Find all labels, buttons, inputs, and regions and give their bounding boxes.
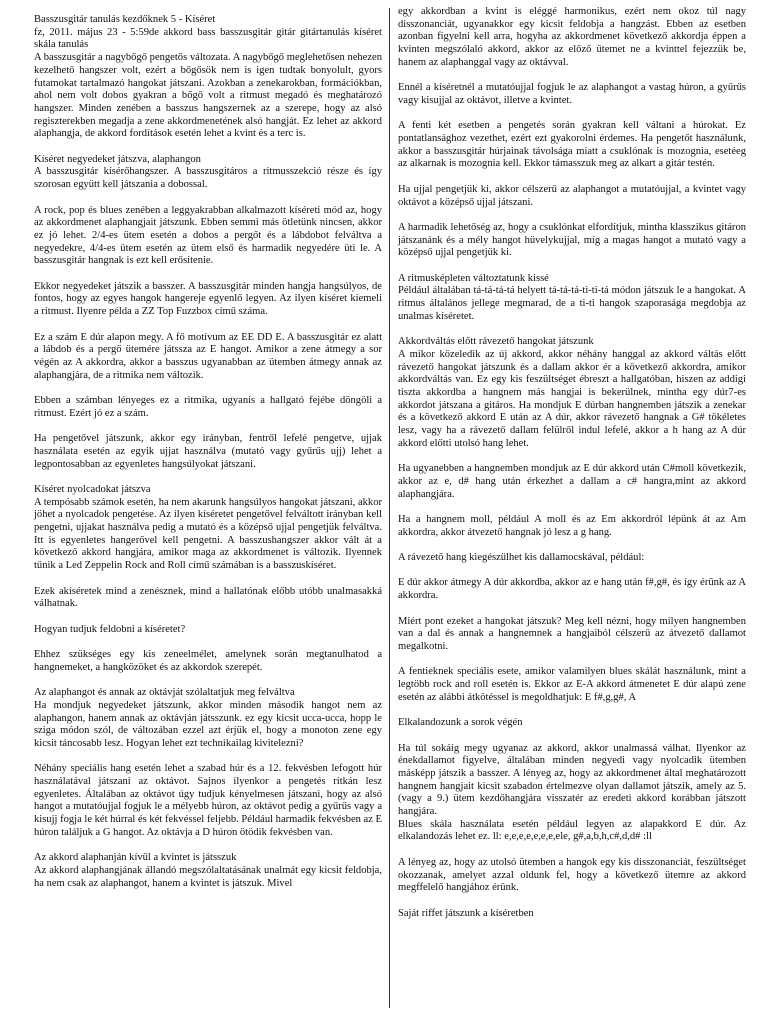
paragraph: Ezek akíséretek mind a zenésznek, mind a hallatónak előbb utóbb unalmasakká válhatnak.	[34, 585, 382, 610]
paragraph: A tempósabb számok esetén, ha nem akarunk hangsúlyos hangokat játszani, akkor jöhet a nyolcadok pengetése. Az ilyen kíséretet pengetővel felváltott irányban kell pengetni, ujjakat használva pedig a mutató és a középső ujjal pengetjük felváltva. Itt is egyenletes hangerővel kell pengetni. A basszushangszer akkor vált át a következő akkord hangjára, amikor maga az akkordmenet is változik. Ilyennek tűnik a Led Zeppelin Rock and Roll című számában is a basszuskíséret.	[34, 496, 382, 572]
paragraph: Ha ugyanebben a hangnemben mondjuk az E dúr akkord után C#moll következik, akkor az e, d# hang után érkezhet a dallam a c# hangra,mint az akkord alaphangjára.	[398, 463, 746, 500]
paragraph: A basszusgitár a nagybőgő pengetős változata. A nagybőgő meglehetősen nehezen kezelhető hangszer volt, ezért a bőgősök nem is igen tudtak bonyolult, gyors futamokat tartalmazó hangokat játszani. Azokban a zenekarokban, formációkban, ahol nem volt dobos gyakran a bőgő volt a ritmust megadó és meghatározó hangszer. Minden zenében a basszus hangszernek az a szerepe, hogy az alsó regiszterekben megadja a zene akkordmenetének alsó hangját. Ez lehet az akkord alaphangja, de akkord fordítások esetén lehet a kvint és a terc is.	[34, 52, 382, 140]
section-heading: Akkordváltás előtt rávezető hangokat játszunk	[398, 336, 594, 348]
paragraph: A basszusgitár kísérőhangszer. A basszusgitáros a ritmusszekció része és így szorosan együtt kell játszania a dobossal.	[34, 166, 382, 191]
section-heading: Hogyan tudjuk feldobni a kíséretet?	[34, 623, 186, 635]
paragraph: A fenti két esetben a pengetés során gyakran kell váltani a húrokat. Ez pontatlansághoz vezethet, ezért ezt gyakorolni érdemes. Ha pengetőt használunk, akkor a basszusgitár húrjainak távolsága miatt a csuklónak is mozognia, esetéeg az alkarnak is mozognia kell. Ekkor támasszuk meg az alkart a gitár testén.	[398, 120, 746, 170]
paragraph: A rávezető hang kiegészülhet kis dallamocskával, például:	[398, 552, 645, 564]
paragraph: Ha pengetővel játszunk, akkor egy irányban, fentről lefelé pengetve, ujjak használata esetén az egyik ujjat használva (mutató vagy gyűrűs ujj) lehet a legpontosabban az egyenletes hangsúlyokat játszani.	[34, 433, 382, 470]
section-heading: A ritmusképleten változtatunk kissé	[398, 272, 549, 284]
paragraph: Ekkor negyedeket játszik a basszer. A basszusgitár minden hangja hangsúlyos, de fontos, hogy az egyes hangok hangereje egyenlő legyen. Az ilyen kíséret kiemeli a ritmust. Ilyenre példa a ZZ Top Fuzzbox című száma.	[34, 280, 382, 318]
right-column	[398, 6, 746, 933]
section-heading: Az alaphangot és annak az oktávját szólaltatjuk meg felváltva	[34, 687, 295, 699]
left-column	[34, 14, 382, 890]
section-heading: Ha túl sokáig megy ugyanaz az akkord, akkor unalmassá válhat. Ilyenkor az énekdallamot figyelve, általában minden negyedi vagy nyolcadik ütemben másképp játszik a basszer. A lényeg az, hogy az akkordmenet által meghatározott hangnem hangjait kicsit szabadon értelmezve olyan dallamot játszik, amely az 5. (vagy a 9.) ütem kezdőhangjára visszatér az eredeti akkord korábban játszott hangjára.	[398, 742, 746, 818]
paragraph: A lényeg az, hogy az utolsó ütemben a hangok egy kis disszonanciát, feszültséget okozzanak, amelyet azzal oldunk fel, hogy a következő ütemre az akkord megffelelő hangjához érünk.	[398, 856, 746, 894]
section-heading: Az akkord alaphanján kívül a kvintet is játsszuk	[34, 852, 237, 864]
paragraph: A mikor közeledik az új akkord, akkor néhány hanggal az akkord váltás előtt rávezető hangokat játszunk és a dallam akkor ér a következő akkordra, amikor akkordváltás van. Ez egy kis feszültséget ébreszt a hallgatóban, hiszen az addigi tiszta akkordba a hangnem más hangjai is bekerülnek, mintha egy dúr7-es akkordot játszana a gitáros. Ha mondjuk E dúrban hangnemben játszik a zenekar és a következő akkord E után az A dúr, akkor rávezető hangnak a G# tökéletes lesz, vagy ha a rávezető dallam felülről indul lefelé, akkor a h hang az A dúr akkord előtti utolsó hang lehet.	[398, 348, 746, 449]
paragraph: Az akkord alaphangjának állandó megszólaltatásának unalmát egy kicsit feldobja, ha nem csak az alaphangot, hanem a kvintet is játszuk. Mivel	[34, 864, 382, 889]
document-meta: fz, 2011. május 23 - 5:59de akkord bass basszusgitár gitár gitártanulás kíséret skála tanulás	[34, 26, 382, 51]
paragraph: Ez a szám E dúr alapon megy. A fő motívum az EE DD E. A basszusgitár ez alatt a lábdob és a pergő ütemére játssza az E hangot. Amikor a zene átmegy a sor végén az A akkordra, akkor a basszus ugyanabban az ütemben átmegy annak az alaphangjára, de a ritmika nem változik.	[34, 331, 382, 381]
paragraph: Saját riffet játszunk a kíséretben	[398, 907, 534, 919]
document-title: Basszusgitár tanulás kezdőknek 5 - Kíséret	[34, 14, 216, 25]
paragraph: Ebben a számban lényeges ez a ritmika, ugyanis a hallgató fejébe döngöli a ritmust. Ezért jó ez a szám.	[34, 395, 382, 419]
paragraph: A fentieknek speciális esete, amikor valamilyen blues skálát használunk, mint a legtöbb rock and roll esetén is. Ekkor az E-A akkord átmenetet E dúr alapú zene esetén az alábbi átkötéssel is megoldhatjuk: E f#,g,g#, A	[398, 666, 746, 703]
paragraph: Miért pont ezeket a hangokat játszuk? Meg kell nézni, hogy milyen hangnemben van a dal és annak a hangnemnek a hangjaiból célszerű az átvezető dallamot megalkotni.	[398, 615, 746, 652]
paragraph: egy akkordban a kvint is eléggé harmonikus, ezért nem okoz túl nagy disszonanciát, ugyanakkor egy kicsit feldobja a hangzást. Ebben az esetben azonban figyelni kell arra, hogyha az akkordmenet következő akkordja éppen a kvinten megszólaló akkord, akkor az előző ütemet ne a kvinttel fejezzük be, hanem az alaphanggal vagy az oktávval.	[398, 6, 746, 68]
paragraph: Ennél a kíséretnél a mutatóujjal fogjuk le az alaphangot a vastag húron, a gyűrűs vagy kisujjal az oktávot, illetve a kvintet.	[398, 82, 746, 106]
paragraph: Ehhez szükséges egy kis zeneelmélet, amelynek során megtanulhatod a hangnemeket, a hangközöket és az akkordok szerepét.	[34, 649, 382, 673]
paragraph: Blues skála használata esetén például legyen az alapakkord E dúr. Az elkalandozás lehet ez. ll: e,e,e,e,e,e,e,ele, g#,a,b,h,c#,d,d# :ll	[398, 818, 746, 843]
paragraph: A rock, pop és blues zenében a leggyakrabban alkalmazott kíséreti mód az, hogy az akkordmenet alaphangjait játszunk. Ebben semmi más ötletünk nincsen, akkor ez jó lehet. 2/4-es ütem esetén a dobos a pergőt és a lábdobot felváltva a negyedekre, 4/4-es ütem esetén az ütem első és harmadik negyedére üti le. A basszusgitár hangnak is ezt kell erősítenie.	[34, 204, 382, 267]
paragraph: E dúr akkor átmegy A dúr akkordba, akkor az e hang után f#,g#, és így érünk az A akkordra.	[398, 577, 746, 602]
section-heading: Kíséret nyolcadokat játszva	[34, 483, 151, 495]
paragraph: Ha a hangnem moll, például A moll és az Em akkordról lépünk át az Am akkordra, akkor átvezető hangnak jó lesz a g hang.	[398, 514, 746, 538]
column-divider	[389, 8, 390, 1008]
section-heading: Kíséret negyedeket játszva, alaphangon	[34, 153, 201, 165]
paragraph: Ha mondjuk negyedeket játszunk, akkor minden második hangot nem az alaphangon, hanem annak az oktávján játsszunk. ez egy kicsit ucca-ucca, hopp le sziga módon szól, de változában ezzel azt érjük el, hogy a monoton zene egy kicsit táncosabb lesz. Hogyan lehet ezt technikailag kivitelezni?	[34, 699, 382, 749]
paragraph: A harmadik lehetőség az, hogy a csuklónkat elfordítjuk, mintha klasszikus gitáron játszanánk és a mély hangot hüvelykujjal, míg a magas hangot a mutató vagy a középső ujjal pengetjük ki.	[398, 221, 746, 259]
paragraph: Elkalandozunk a sorok végén	[398, 717, 523, 729]
paragraph: Például általában tá-tá-tá-tá helyett tá-tá-tá-ti-ti-tá módon játszuk le a hangokat. A ritmus általános jellege megmarad, de a ti-ti hangok szaporasága megdobja az unalmas kíséretet.	[398, 285, 746, 322]
paragraph: Ha ujjal pengetjük ki, akkor célszerű az alaphangot a mutatóujjal, a kvintet vagy oktávot a középső ujjal játszani.	[398, 183, 746, 208]
paragraph: Néhány speciális hang esetén lehet a szabad húr és a 12. fekvésben lefogott húr használatával játszani az oktávot. Sajnos ilyenkor a pengetés ritkán lesz egyenletes. Általában az oktávot úgy tudjuk kényelmesen játszani, hogy az alsó hangot a mutatóujjal fogjuk le a mélyebb húron, az oktávot pedig a gyűrűs vagy a kisujj fogja le két húrral és két fekvéssel feljebb. Például harmadik fekvésben az E húron találjuk a G hangot. Az oktávja a D húron ötödik fekvésben van.	[34, 763, 382, 838]
